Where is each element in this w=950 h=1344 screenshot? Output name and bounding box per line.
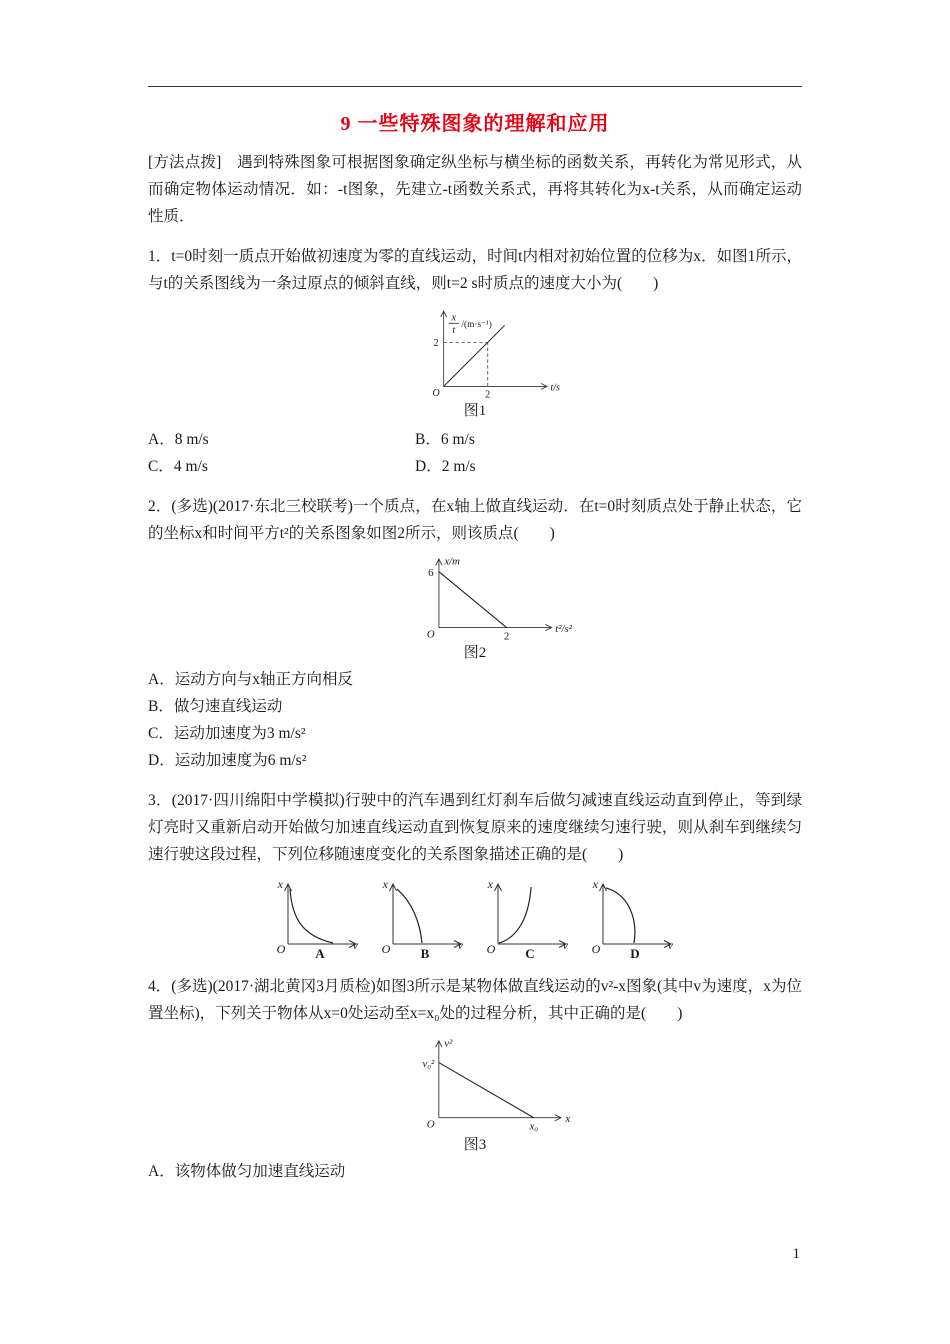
figure-3-xtick: x₀ (529, 1120, 539, 1133)
question-2-stem: 2．(多选)(2017·东北三校联考)一个质点，在x轴上做直线运动．在t=0时刻质点处于静止状态，它的坐标x和时间平方t²的关系图象如图2所示，则该质点( ) (148, 498, 802, 542)
figure-1-caption: 图1 (463, 403, 487, 419)
page-title: 9 一些特殊图象的理解和应用 (340, 113, 610, 135)
q3-graph-d-xlabel: v (667, 938, 673, 952)
q2-option-c: C．运动加速度为3 m/s² (148, 725, 306, 742)
figure-1-ytick: 2 (433, 337, 439, 349)
figure-3 (148, 1030, 802, 1156)
figure-3-ylabel: v² (444, 1037, 453, 1050)
q2-option-a: A．运动方向与x轴正方向相反 (148, 671, 353, 688)
figure-1-origin: O (432, 387, 440, 399)
q1-option-a: A．8 m/s (148, 431, 209, 448)
figure-2-ytick: 6 (428, 567, 434, 580)
question-3-option-graphs (148, 874, 802, 960)
q3-graph-c (480, 874, 575, 960)
figure-3-graph (350, 1030, 600, 1134)
q3-graph-b-origin: O (381, 942, 391, 956)
q3-graph-a-xlabel: v (352, 938, 358, 952)
content-column (148, 86, 802, 1185)
figure-3-ytick: v₀² (422, 1058, 435, 1071)
q3-graph-c-ylabel: x (487, 877, 493, 891)
q2-option-b: B．做匀速直线运动 (148, 698, 283, 715)
q3-graph-d-label: D (630, 946, 640, 960)
figure-3-xlabel: x (565, 1113, 571, 1126)
q3-graph-a-label: A (315, 946, 325, 960)
q3-graph-d-origin: O (591, 942, 601, 956)
q3-graph-b-ylabel: x (382, 877, 388, 891)
method-tips-paragraph (148, 149, 802, 230)
q3-graph-a (270, 874, 365, 960)
question-3-stem: 3．(2017·四川绵阳中学模拟)行驶中的汽车遇到红灯刹车后做匀减速直线运动直到停止，等到绿灯亮时又重新启动开始做匀加速直线运动直到恢复原来的速度继续匀速行驶，则从刹车到继续匀速行驶这段过程，下列位移随速度变化的关系图象描述正确的是( ) (148, 792, 802, 863)
q3-graph-c-xlabel: v (562, 938, 568, 952)
page-number: 1 (792, 1246, 800, 1262)
q3-graph-a-ylabel: x (277, 877, 283, 891)
method-tips-text: 遇到特殊图象可根据图象确定纵坐标与横坐标的函数关系，再转化为常见形式，从而确定物体运动情况．如：-t图象，先建立-t函数关系式，再将其转化为x-t关系，从而确定运动性质． (148, 154, 802, 225)
q3-graph-b-label: B (420, 946, 430, 960)
method-tips-label: [方法点拨] (148, 154, 238, 171)
figure-2-xtick: 2 (503, 630, 510, 642)
question-4-options (148, 1158, 802, 1185)
q1-option-b: B．6 m/s (415, 431, 475, 448)
figure-1-ylabel-unit: /(m·s⁻¹) (461, 320, 492, 331)
question-4-stem: 4．(多选)(2017·湖北黄冈3月质检)如图3所示是某物体做直线运动的v²-x图象(其中v为速度，x为位置坐标)，下列关于物体从x=0处运动至x=x₀处的过程分析，其中正确的是( ) (148, 978, 802, 1022)
figure-2-caption: 图2 (463, 645, 487, 661)
figure-2-graph (355, 550, 595, 642)
q3-graph-d (585, 874, 680, 960)
q1-option-c: C．4 m/s (148, 458, 208, 475)
q3-graph-b-xlabel: v (457, 938, 463, 952)
figure-1-xtick: 2 (485, 389, 491, 400)
top-rule (148, 86, 802, 87)
figure-1-ylabel-numerator: x (451, 312, 457, 324)
figure-2-xlabel: t²/s² (555, 623, 572, 636)
figure-3-caption: 图3 (463, 1137, 487, 1153)
q2-option-d: D．运动加速度为6 m/s² (148, 752, 307, 769)
question-1-options (148, 426, 802, 480)
figure-3-origin: O (426, 1118, 435, 1131)
figure-2 (148, 550, 802, 664)
figure-1-graph (360, 300, 590, 400)
q3-graph-c-origin: O (486, 942, 496, 956)
figure-2-ylabel: x/m (444, 555, 460, 568)
question-2-options (148, 666, 802, 774)
q4-option-a: A．该物体做匀加速直线运动 (148, 1163, 346, 1180)
q1-option-d: D．2 m/s (415, 458, 476, 475)
q3-graph-b (375, 874, 470, 960)
figure-1-ylabel-denominator: t (452, 325, 456, 337)
figure-2-origin: O (426, 628, 435, 641)
figure-1 (148, 300, 802, 422)
question-1-stem: 1．t=0时刻一质点开始做初速度为零的直线运动，时间t内相对初始位置的位移为x．如图1所示，与t的关系图线为一条过原点的倾斜直线，则t=2 s时质点的速度大小为( ) (148, 248, 802, 292)
figure-1-xlabel: t/s (550, 382, 561, 394)
q3-graph-a-origin: O (276, 942, 286, 956)
q3-graph-c-label: C (525, 946, 535, 960)
q3-graph-d-ylabel: x (592, 877, 598, 891)
